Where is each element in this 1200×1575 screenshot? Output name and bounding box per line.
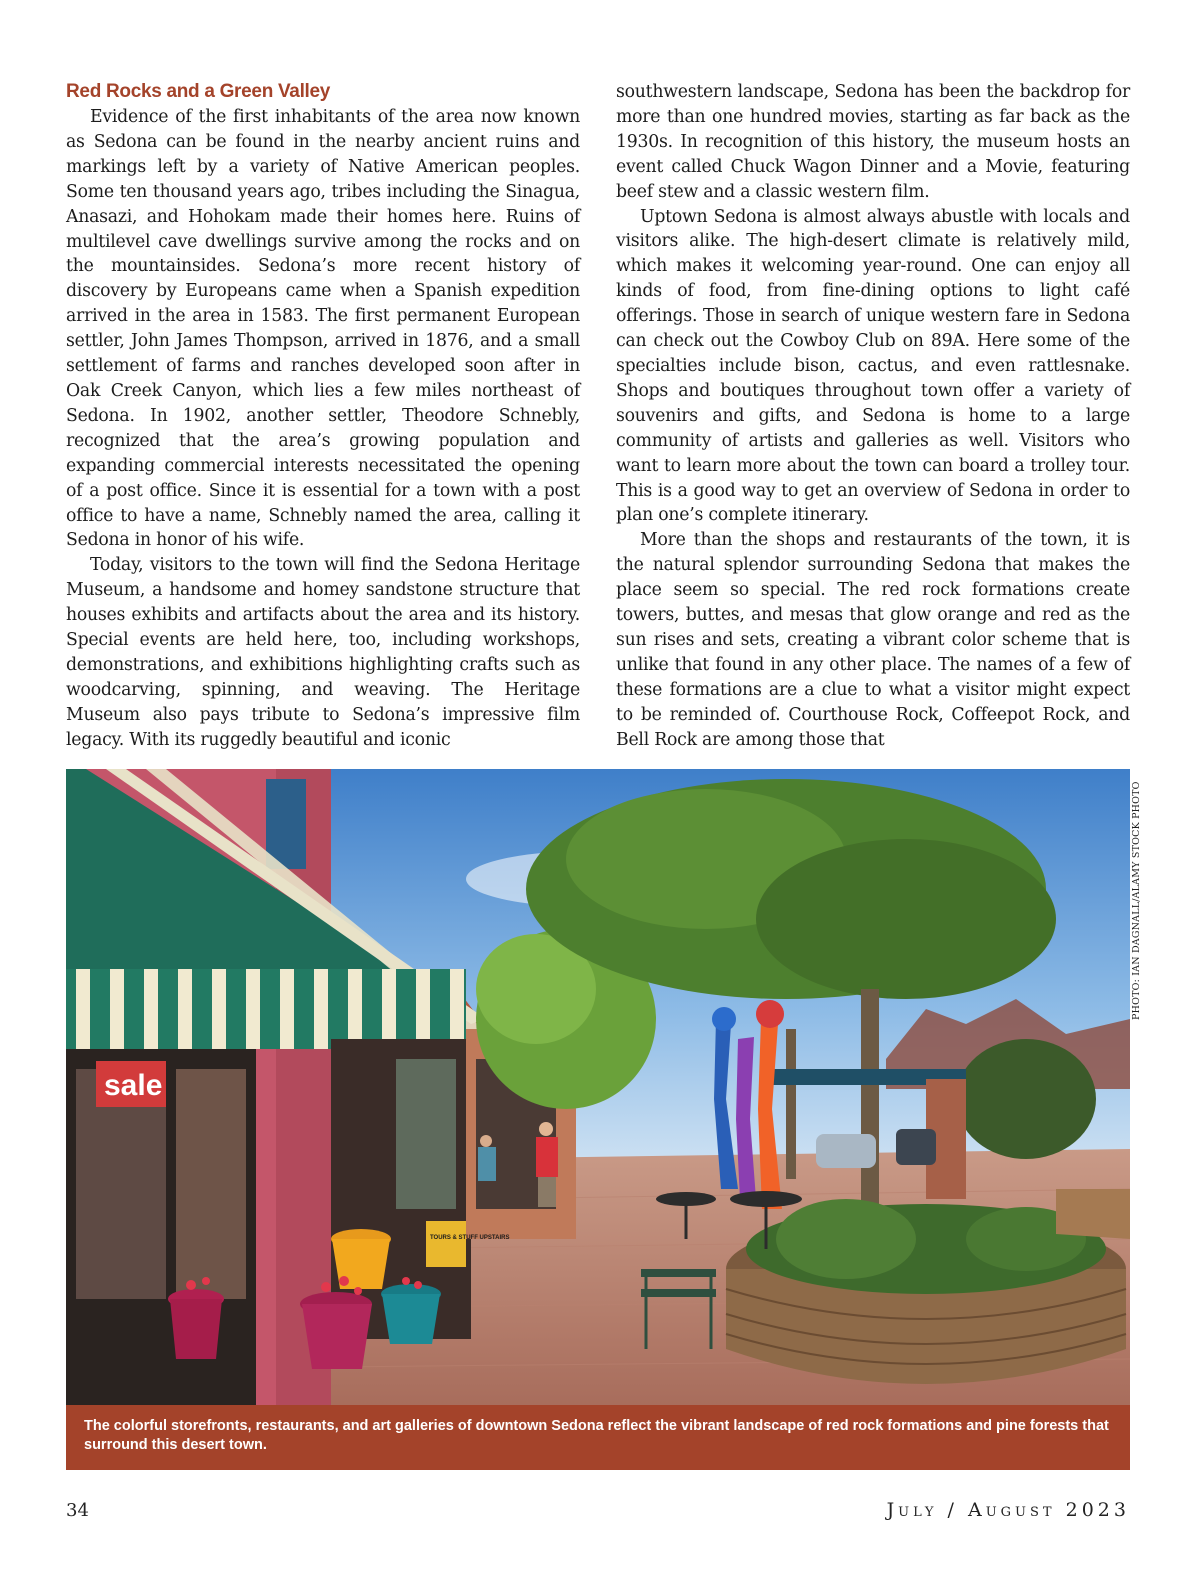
page-number: 34 <box>66 1500 89 1521</box>
left-column <box>66 80 580 752</box>
sale-sign-text: sale <box>104 1069 163 1102</box>
right-column <box>616 80 1130 752</box>
section-heading: Red Rocks and a Green Valley <box>66 81 331 102</box>
sedona-street-photo <box>66 769 1130 1405</box>
photo-credit: PHOTO: IAN DAGNALL/ALAMY STOCK PHOTO <box>1131 781 1142 1020</box>
photo-caption: The colorful storefronts, restaurants, and art galleries of downtown Sedona reflect the vibrant landscape of red rock formations and pine forests that surround this desert town. <box>66 1405 1130 1470</box>
tours-sign-text: TOURS & STUFF UPSTAIRS <box>430 1235 510 1241</box>
paragraph-film-legacy: southwestern landscape, Sedona has been the backdrop for more than one hundred movies, starting as far back as the 1930s. In recognition of this history, the museum hosts an event called Chuck Wagon Dinner and a Movie, featuring beef stew and a classic western film. <box>616 82 1130 202</box>
paragraph-museum: Today, visitors to the town will find the Sedona Heritage Museum, a handsome and homey sandstone structure that houses exhibits and artifacts about the area and its history. Special events are held here, too, including workshops, demonstrations, and exhibitions highlighting crafts such as woodcarving, spinning, and weaving. The Heritage Museum also pays tribute to Sedona’s impressive film legacy. With its ruggedly beautiful and iconic <box>66 555 580 750</box>
article-columns <box>66 80 1130 752</box>
paragraph-history: Evidence of the first inhabitants of the area now known as Sedona can be found in the nearby ancient ruins and markings left by a variety of Native American peoples. Some ten thousand years ago, tribes including the Sinagua, Anasazi, and Hohokam made their homes here. Ruins of multilevel cave dwellings survive among the rocks and on the mountainsides. Sedona’s more recent history of discovery by Europeans came when a Spanish expedition arrived in the area in 1583. The first permanent European settler, John James Thompson, arrived in 1876, and a small settlement of farms and ranches developed soon after in Oak Creek Canyon, which lies a few miles northeast of Sedona. In 1902, another settler, Theodore Schnebly, recognized that the area’s growing population and expanding commercial interests necessitated the opening of a post office. Since it is essential for a town with a post office to have a name, Schnebly named the area, calling it Sedona in honor of his wife. <box>66 107 580 551</box>
paragraph-red-rocks: More than the shops and restaurants of the town, it is the natural splendor surrounding Sedona that makes the place seem so special. The red rock formations create towers, buttes, and mesas that glow orange and red as the sun rises and sets, creating a vibrant color scheme that is unlike that found in any other place. The names of a few of these formations are a clue to what a visitor might expect to be reminded of. Courthouse Rock, Coffeepot Rock, and Bell Rock are among those that <box>616 530 1130 750</box>
issue-date: July / August 2023 <box>886 1499 1130 1521</box>
paragraph-uptown: Uptown Sedona is almost always abustle with locals and visitors alike. The high-desert climate is relatively mild, which makes it welcoming year-round. One can enjoy all kinds of food, from fine-dining options to light café offerings. Those in search of unique western fare in Sedona can check out the Cowboy Club on 89A. Here some of the specialties include bison, cactus, and even rattlesnake. Shops and boutiques throughout town offer a variety of souvenirs and gifts, and Sedona is home to a large community of artists and galleries as well. Visitors who want to learn more about the town can board a trolley tour. This is a good way to get an overview of Sedona in order to plan one’s complete itinerary. <box>616 206 1130 526</box>
